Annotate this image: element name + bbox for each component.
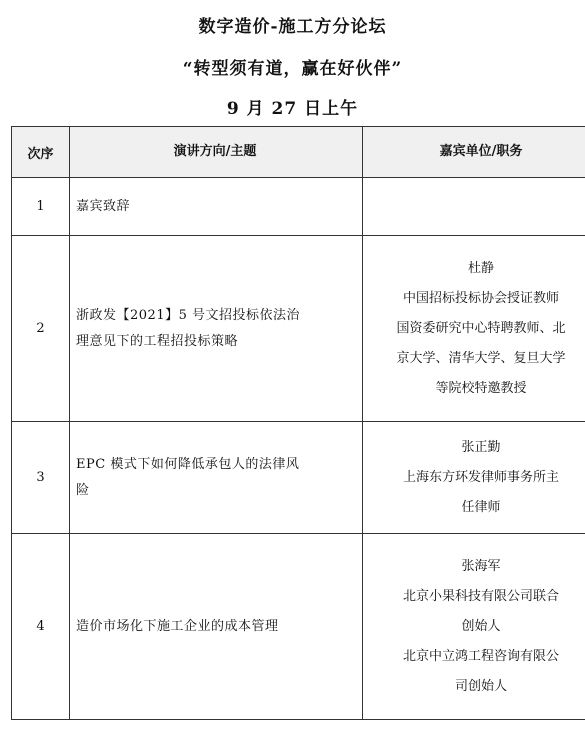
guest-cell (363, 178, 585, 236)
topic-cell (70, 534, 363, 720)
forum-title: 数字造价-施工方分论坛 (198, 17, 387, 37)
topic-line: 浙政发【2021】5 号文招投标依法治 (76, 307, 300, 323)
guest-cell (363, 534, 585, 720)
topic-line: EPC 模式下如何降低承包人的法律风 (76, 456, 300, 472)
topic-line: 造价市场化下施工企业的成本管理 (76, 618, 279, 634)
guest-cell (363, 422, 585, 534)
guest-line: 中国招标投标协会授证教师 (402, 290, 559, 306)
topic-line: 险 (76, 482, 90, 498)
guest-name: 张正勤 (461, 439, 501, 455)
guest-line: 等院校特邀教授 (435, 380, 527, 396)
guest-line: 司创始人 (454, 678, 507, 694)
guest-cell (363, 236, 585, 422)
topic-cell (70, 422, 363, 534)
row-number: 2 (12, 236, 70, 422)
guest-line: 任律师 (461, 499, 501, 515)
column-header-order: 次序 (12, 127, 70, 178)
guest-line: 北京中立鸿工程咨询有限公 (402, 648, 559, 664)
row-number: 3 (12, 422, 70, 534)
topic-cell (70, 178, 363, 236)
forum-slogan: “转型须有道，赢在好伙伴” (182, 59, 403, 79)
row-number: 1 (12, 178, 70, 236)
guest-line: 京大学、清华大学、复旦大学 (396, 350, 566, 366)
table-row (12, 178, 585, 236)
topic-line: 理意见下的工程招投标策略 (76, 333, 239, 349)
row-number: 4 (12, 534, 70, 720)
table-header-row (12, 127, 585, 178)
column-header-guest: 嘉宾单位/职务 (363, 127, 585, 178)
guest-name: 杜静 (467, 260, 494, 276)
guest-name: 张海军 (461, 558, 501, 574)
guest-line: 上海东方环发律师事务所主 (402, 469, 559, 485)
guest-line: 北京小果科技有限公司联合 (402, 588, 559, 604)
guest-line: 国资委研究中心特聘教师、北 (396, 320, 566, 336)
table-row (12, 236, 585, 422)
table-row (12, 534, 585, 720)
agenda-table (11, 126, 585, 720)
topic-cell (70, 236, 363, 422)
guest-line: 创始人 (461, 618, 501, 634)
forum-date: 9 月 27 日上午 (226, 99, 359, 119)
column-header-topic: 演讲方向/主题 (70, 127, 363, 178)
table-row (12, 422, 585, 534)
topic-line: 嘉宾致辞 (76, 198, 131, 214)
